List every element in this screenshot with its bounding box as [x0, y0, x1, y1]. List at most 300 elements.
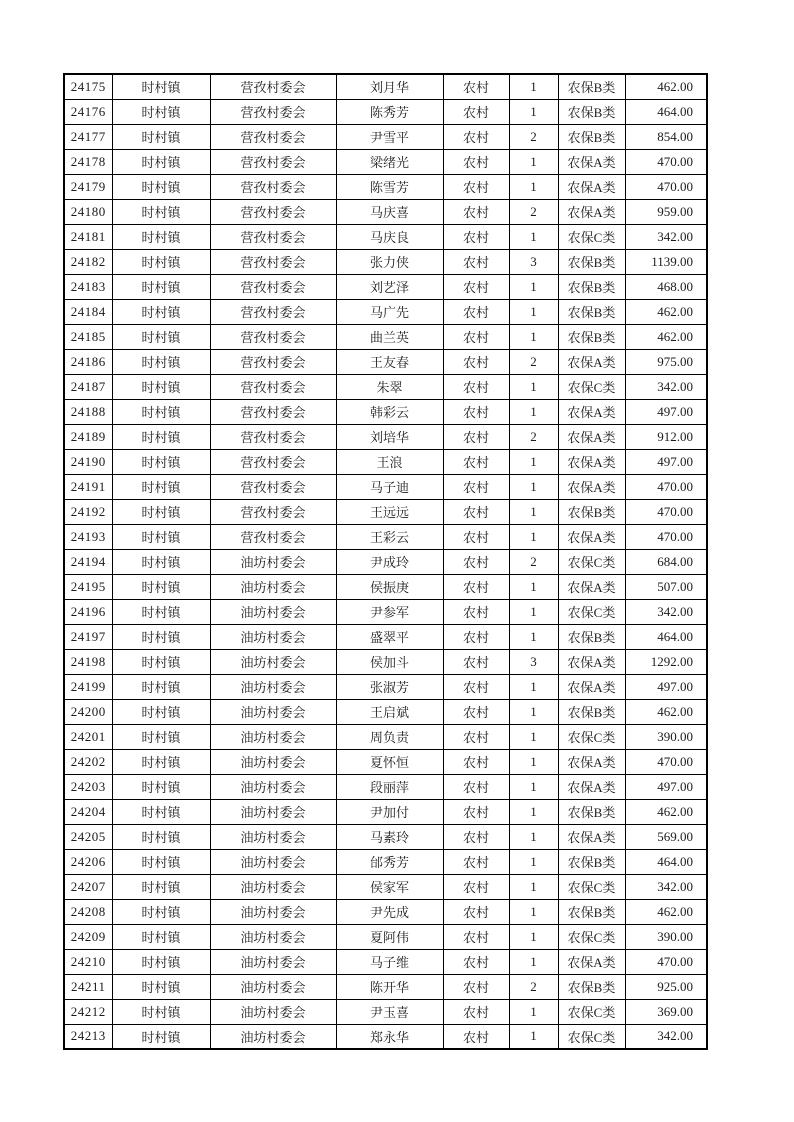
cell-insurance-category: 农保A类: [558, 674, 625, 699]
cell-person-name: 张力侠: [336, 249, 443, 274]
table-row: [64, 749, 707, 774]
cell-insurance-category: 农保A类: [558, 199, 625, 224]
cell-village-committee: 营孜村委会: [210, 374, 336, 399]
cell-residence-type: 农村: [443, 74, 509, 99]
cell-person-count: 1: [509, 174, 558, 199]
cell-residence-type: 农村: [443, 974, 509, 999]
cell-insurance-category: 农保A类: [558, 349, 625, 374]
cell-town: 时村镇: [112, 599, 210, 624]
cell-serial-number: 24209: [64, 924, 112, 949]
table-row: [64, 174, 707, 199]
cell-village-committee: 油坊村委会: [210, 924, 336, 949]
cell-insurance-category: 农保C类: [558, 924, 625, 949]
cell-person-count: 1: [509, 499, 558, 524]
cell-town: 时村镇: [112, 474, 210, 499]
cell-village-committee: 油坊村委会: [210, 899, 336, 924]
cell-amount: 959.00: [625, 199, 707, 224]
cell-insurance-category: 农保A类: [558, 749, 625, 774]
cell-amount: 464.00: [625, 99, 707, 124]
cell-serial-number: 24195: [64, 574, 112, 599]
table-row: [64, 1024, 707, 1049]
cell-village-committee: 营孜村委会: [210, 524, 336, 549]
table-row: [64, 224, 707, 249]
cell-person-name: 王友春: [336, 349, 443, 374]
cell-village-committee: 营孜村委会: [210, 124, 336, 149]
cell-person-name: 梁绪光: [336, 149, 443, 174]
cell-village-committee: 营孜村委会: [210, 74, 336, 99]
cell-town: 时村镇: [112, 624, 210, 649]
cell-town: 时村镇: [112, 199, 210, 224]
cell-village-committee: 油坊村委会: [210, 724, 336, 749]
table-row: [64, 424, 707, 449]
cell-town: 时村镇: [112, 949, 210, 974]
cell-person-count: 2: [509, 424, 558, 449]
cell-person-name: 马子迪: [336, 474, 443, 499]
cell-person-count: 1: [509, 824, 558, 849]
cell-serial-number: 24202: [64, 749, 112, 774]
cell-person-count: 2: [509, 974, 558, 999]
cell-serial-number: 24212: [64, 999, 112, 1024]
table-row: [64, 899, 707, 924]
cell-village-committee: 营孜村委会: [210, 249, 336, 274]
cell-person-count: 1: [509, 449, 558, 474]
cell-residence-type: 农村: [443, 549, 509, 574]
cell-town: 时村镇: [112, 349, 210, 374]
cell-serial-number: 24182: [64, 249, 112, 274]
table-row: [64, 199, 707, 224]
cell-person-count: 1: [509, 149, 558, 174]
cell-village-committee: 油坊村委会: [210, 549, 336, 574]
cell-village-committee: 营孜村委会: [210, 424, 336, 449]
cell-village-committee: 油坊村委会: [210, 699, 336, 724]
cell-serial-number: 24189: [64, 424, 112, 449]
cell-person-name: 王浪: [336, 449, 443, 474]
cell-person-name: 马庆良: [336, 224, 443, 249]
cell-person-name: 马庆喜: [336, 199, 443, 224]
cell-amount: 369.00: [625, 999, 707, 1024]
records-table-body: [64, 74, 707, 1049]
cell-person-count: 1: [509, 999, 558, 1024]
cell-person-name: 尹雪平: [336, 124, 443, 149]
cell-insurance-category: 农保C类: [558, 999, 625, 1024]
cell-person-name: 夏阿伟: [336, 924, 443, 949]
cell-village-committee: 营孜村委会: [210, 349, 336, 374]
cell-amount: 470.00: [625, 149, 707, 174]
cell-insurance-category: 农保A类: [558, 174, 625, 199]
cell-person-name: 尹参军: [336, 599, 443, 624]
cell-person-name: 侯加斗: [336, 649, 443, 674]
cell-residence-type: 农村: [443, 224, 509, 249]
cell-person-count: 3: [509, 649, 558, 674]
cell-serial-number: 24176: [64, 99, 112, 124]
cell-person-name: 陈雪芳: [336, 174, 443, 199]
cell-village-committee: 油坊村委会: [210, 574, 336, 599]
cell-residence-type: 农村: [443, 149, 509, 174]
cell-village-committee: 营孜村委会: [210, 274, 336, 299]
cell-town: 时村镇: [112, 274, 210, 299]
cell-residence-type: 农村: [443, 299, 509, 324]
cell-village-committee: 油坊村委会: [210, 999, 336, 1024]
cell-town: 时村镇: [112, 449, 210, 474]
cell-insurance-category: 农保A类: [558, 949, 625, 974]
cell-town: 时村镇: [112, 374, 210, 399]
cell-serial-number: 24191: [64, 474, 112, 499]
cell-residence-type: 农村: [443, 174, 509, 199]
table-row: [64, 624, 707, 649]
cell-amount: 342.00: [625, 374, 707, 399]
cell-serial-number: 24180: [64, 199, 112, 224]
cell-person-name: 郑永华: [336, 1024, 443, 1049]
records-table: [63, 73, 708, 1050]
cell-insurance-category: 农保A类: [558, 524, 625, 549]
cell-insurance-category: 农保A类: [558, 424, 625, 449]
table-row: [64, 349, 707, 374]
cell-town: 时村镇: [112, 299, 210, 324]
cell-amount: 390.00: [625, 924, 707, 949]
cell-town: 时村镇: [112, 774, 210, 799]
cell-residence-type: 农村: [443, 874, 509, 899]
cell-village-committee: 油坊村委会: [210, 774, 336, 799]
cell-person-count: 1: [509, 949, 558, 974]
cell-person-name: 尹玉喜: [336, 999, 443, 1024]
cell-serial-number: 24193: [64, 524, 112, 549]
cell-village-committee: 油坊村委会: [210, 974, 336, 999]
cell-insurance-category: 农保A类: [558, 774, 625, 799]
cell-insurance-category: 农保A类: [558, 824, 625, 849]
cell-amount: 470.00: [625, 524, 707, 549]
table-row: [64, 124, 707, 149]
table-row: [64, 824, 707, 849]
cell-person-count: 1: [509, 574, 558, 599]
cell-residence-type: 农村: [443, 324, 509, 349]
cell-village-committee: 油坊村委会: [210, 799, 336, 824]
cell-person-count: 1: [509, 399, 558, 424]
table-row: [64, 849, 707, 874]
cell-person-name: 刘月华: [336, 74, 443, 99]
cell-town: 时村镇: [112, 724, 210, 749]
cell-insurance-category: 农保B类: [558, 124, 625, 149]
cell-village-committee: 油坊村委会: [210, 849, 336, 874]
cell-town: 时村镇: [112, 224, 210, 249]
cell-person-count: 1: [509, 274, 558, 299]
cell-insurance-category: 农保B类: [558, 74, 625, 99]
cell-village-committee: 营孜村委会: [210, 299, 336, 324]
cell-residence-type: 农村: [443, 199, 509, 224]
cell-person-count: 1: [509, 74, 558, 99]
cell-amount: 497.00: [625, 774, 707, 799]
cell-village-committee: 营孜村委会: [210, 449, 336, 474]
cell-village-committee: 油坊村委会: [210, 1024, 336, 1049]
cell-village-committee: 营孜村委会: [210, 224, 336, 249]
cell-person-name: 韩彩云: [336, 399, 443, 424]
cell-village-committee: 油坊村委会: [210, 749, 336, 774]
table-row: [64, 274, 707, 299]
cell-person-count: 1: [509, 299, 558, 324]
cell-person-count: 1: [509, 749, 558, 774]
cell-person-count: 1: [509, 774, 558, 799]
cell-serial-number: 24207: [64, 874, 112, 899]
cell-residence-type: 农村: [443, 899, 509, 924]
cell-village-committee: 营孜村委会: [210, 99, 336, 124]
cell-person-count: 3: [509, 249, 558, 274]
cell-town: 时村镇: [112, 999, 210, 1024]
cell-insurance-category: 农保A类: [558, 474, 625, 499]
cell-town: 时村镇: [112, 699, 210, 724]
cell-amount: 975.00: [625, 349, 707, 374]
cell-amount: 470.00: [625, 499, 707, 524]
cell-residence-type: 农村: [443, 749, 509, 774]
table-row: [64, 724, 707, 749]
cell-person-name: 陈开华: [336, 974, 443, 999]
cell-residence-type: 农村: [443, 849, 509, 874]
cell-serial-number: 24179: [64, 174, 112, 199]
cell-insurance-category: 农保C类: [558, 724, 625, 749]
cell-amount: 462.00: [625, 74, 707, 99]
cell-village-committee: 油坊村委会: [210, 874, 336, 899]
table-row: [64, 149, 707, 174]
cell-amount: 342.00: [625, 874, 707, 899]
cell-insurance-category: 农保B类: [558, 499, 625, 524]
cell-insurance-category: 农保B类: [558, 99, 625, 124]
cell-town: 时村镇: [112, 499, 210, 524]
cell-insurance-category: 农保B类: [558, 974, 625, 999]
cell-insurance-category: 农保B类: [558, 699, 625, 724]
cell-residence-type: 农村: [443, 424, 509, 449]
cell-town: 时村镇: [112, 524, 210, 549]
cell-person-count: 1: [509, 624, 558, 649]
cell-serial-number: 24181: [64, 224, 112, 249]
cell-person-name: 侯家军: [336, 874, 443, 899]
cell-amount: 462.00: [625, 299, 707, 324]
cell-village-committee: 营孜村委会: [210, 499, 336, 524]
cell-amount: 470.00: [625, 749, 707, 774]
cell-insurance-category: 农保B类: [558, 899, 625, 924]
cell-person-count: 1: [509, 324, 558, 349]
cell-residence-type: 农村: [443, 999, 509, 1024]
cell-town: 时村镇: [112, 849, 210, 874]
table-row: [64, 249, 707, 274]
cell-person-count: 1: [509, 699, 558, 724]
cell-insurance-category: 农保B类: [558, 299, 625, 324]
cell-town: 时村镇: [112, 749, 210, 774]
cell-person-count: 1: [509, 374, 558, 399]
cell-person-name: 侯振庚: [336, 574, 443, 599]
cell-residence-type: 农村: [443, 674, 509, 699]
cell-insurance-category: 农保C类: [558, 1024, 625, 1049]
cell-residence-type: 农村: [443, 599, 509, 624]
cell-residence-type: 农村: [443, 274, 509, 299]
cell-town: 时村镇: [112, 74, 210, 99]
cell-village-committee: 油坊村委会: [210, 949, 336, 974]
cell-serial-number: 24194: [64, 549, 112, 574]
cell-person-name: 王彩云: [336, 524, 443, 549]
table-row: [64, 699, 707, 724]
table-row: [64, 874, 707, 899]
cell-town: 时村镇: [112, 1024, 210, 1049]
cell-serial-number: 24192: [64, 499, 112, 524]
cell-insurance-category: 农保B类: [558, 799, 625, 824]
cell-serial-number: 24184: [64, 299, 112, 324]
cell-person-count: 2: [509, 349, 558, 374]
cell-town: 时村镇: [112, 799, 210, 824]
cell-amount: 569.00: [625, 824, 707, 849]
cell-person-name: 陈秀芳: [336, 99, 443, 124]
cell-village-committee: 油坊村委会: [210, 624, 336, 649]
cell-person-count: 1: [509, 799, 558, 824]
cell-amount: 470.00: [625, 949, 707, 974]
cell-serial-number: 24186: [64, 349, 112, 374]
cell-town: 时村镇: [112, 174, 210, 199]
table-row: [64, 599, 707, 624]
cell-person-name: 王远远: [336, 499, 443, 524]
cell-serial-number: 24187: [64, 374, 112, 399]
cell-residence-type: 农村: [443, 824, 509, 849]
cell-person-count: 1: [509, 924, 558, 949]
cell-person-name: 曲兰英: [336, 324, 443, 349]
cell-serial-number: 24203: [64, 774, 112, 799]
cell-residence-type: 农村: [443, 524, 509, 549]
cell-residence-type: 农村: [443, 724, 509, 749]
cell-serial-number: 24208: [64, 899, 112, 924]
cell-person-count: 1: [509, 599, 558, 624]
cell-serial-number: 24185: [64, 324, 112, 349]
cell-person-count: 1: [509, 674, 558, 699]
cell-town: 时村镇: [112, 99, 210, 124]
cell-residence-type: 农村: [443, 624, 509, 649]
cell-town: 时村镇: [112, 549, 210, 574]
cell-amount: 464.00: [625, 624, 707, 649]
cell-person-name: 马子维: [336, 949, 443, 974]
cell-insurance-category: 农保B类: [558, 249, 625, 274]
cell-person-count: 2: [509, 549, 558, 574]
cell-person-name: 尹先成: [336, 899, 443, 924]
table-row: [64, 549, 707, 574]
cell-insurance-category: 农保C类: [558, 599, 625, 624]
table-row: [64, 74, 707, 99]
cell-village-committee: 营孜村委会: [210, 399, 336, 424]
cell-village-committee: 油坊村委会: [210, 674, 336, 699]
cell-town: 时村镇: [112, 324, 210, 349]
cell-amount: 468.00: [625, 274, 707, 299]
cell-serial-number: 24210: [64, 949, 112, 974]
cell-insurance-category: 农保A类: [558, 399, 625, 424]
cell-amount: 342.00: [625, 224, 707, 249]
cell-amount: 1292.00: [625, 649, 707, 674]
cell-residence-type: 农村: [443, 1024, 509, 1049]
cell-person-count: 1: [509, 99, 558, 124]
cell-amount: 497.00: [625, 399, 707, 424]
cell-amount: 497.00: [625, 674, 707, 699]
cell-insurance-category: 农保A类: [558, 149, 625, 174]
cell-amount: 342.00: [625, 599, 707, 624]
cell-person-name: 邰秀芳: [336, 849, 443, 874]
cell-serial-number: 24206: [64, 849, 112, 874]
cell-village-committee: 营孜村委会: [210, 199, 336, 224]
cell-person-name: 周负责: [336, 724, 443, 749]
cell-insurance-category: 农保B类: [558, 324, 625, 349]
cell-insurance-category: 农保C类: [558, 224, 625, 249]
cell-person-name: 盛翠平: [336, 624, 443, 649]
table-row: [64, 324, 707, 349]
cell-insurance-category: 农保A类: [558, 449, 625, 474]
cell-residence-type: 农村: [443, 474, 509, 499]
table-row: [64, 399, 707, 424]
cell-person-name: 尹成玲: [336, 549, 443, 574]
cell-serial-number: 24178: [64, 149, 112, 174]
cell-person-count: 2: [509, 124, 558, 149]
cell-person-name: 刘艺泽: [336, 274, 443, 299]
cell-town: 时村镇: [112, 399, 210, 424]
cell-insurance-category: 农保B类: [558, 624, 625, 649]
cell-person-count: 1: [509, 224, 558, 249]
cell-village-committee: 营孜村委会: [210, 474, 336, 499]
cell-town: 时村镇: [112, 974, 210, 999]
cell-village-committee: 油坊村委会: [210, 599, 336, 624]
table-row: [64, 449, 707, 474]
cell-residence-type: 农村: [443, 574, 509, 599]
table-row: [64, 299, 707, 324]
cell-person-count: 2: [509, 199, 558, 224]
cell-serial-number: 24197: [64, 624, 112, 649]
cell-residence-type: 农村: [443, 949, 509, 974]
cell-serial-number: 24201: [64, 724, 112, 749]
cell-residence-type: 农村: [443, 374, 509, 399]
table-row: [64, 649, 707, 674]
cell-serial-number: 24204: [64, 799, 112, 824]
table-row: [64, 499, 707, 524]
cell-town: 时村镇: [112, 124, 210, 149]
cell-amount: 470.00: [625, 474, 707, 499]
cell-residence-type: 农村: [443, 799, 509, 824]
cell-amount: 1139.00: [625, 249, 707, 274]
table-row: [64, 999, 707, 1024]
cell-village-committee: 营孜村委会: [210, 149, 336, 174]
cell-amount: 390.00: [625, 724, 707, 749]
cell-insurance-category: 农保C类: [558, 374, 625, 399]
table-row: [64, 799, 707, 824]
cell-residence-type: 农村: [443, 399, 509, 424]
cell-amount: 925.00: [625, 974, 707, 999]
cell-residence-type: 农村: [443, 699, 509, 724]
cell-amount: 497.00: [625, 449, 707, 474]
table-row: [64, 574, 707, 599]
cell-person-count: 1: [509, 874, 558, 899]
cell-residence-type: 农村: [443, 924, 509, 949]
cell-village-committee: 营孜村委会: [210, 324, 336, 349]
cell-person-count: 1: [509, 724, 558, 749]
cell-residence-type: 农村: [443, 449, 509, 474]
cell-serial-number: 24213: [64, 1024, 112, 1049]
cell-insurance-category: 农保C类: [558, 549, 625, 574]
cell-serial-number: 24211: [64, 974, 112, 999]
cell-village-committee: 油坊村委会: [210, 649, 336, 674]
cell-serial-number: 24177: [64, 124, 112, 149]
cell-town: 时村镇: [112, 149, 210, 174]
cell-amount: 462.00: [625, 324, 707, 349]
cell-person-name: 段丽萍: [336, 774, 443, 799]
cell-town: 时村镇: [112, 574, 210, 599]
cell-amount: 464.00: [625, 849, 707, 874]
cell-town: 时村镇: [112, 874, 210, 899]
cell-amount: 507.00: [625, 574, 707, 599]
cell-serial-number: 24198: [64, 649, 112, 674]
cell-person-count: 1: [509, 524, 558, 549]
cell-amount: 342.00: [625, 1024, 707, 1049]
cell-town: 时村镇: [112, 249, 210, 274]
cell-residence-type: 农村: [443, 99, 509, 124]
cell-person-name: 刘培华: [336, 424, 443, 449]
table-row: [64, 974, 707, 999]
